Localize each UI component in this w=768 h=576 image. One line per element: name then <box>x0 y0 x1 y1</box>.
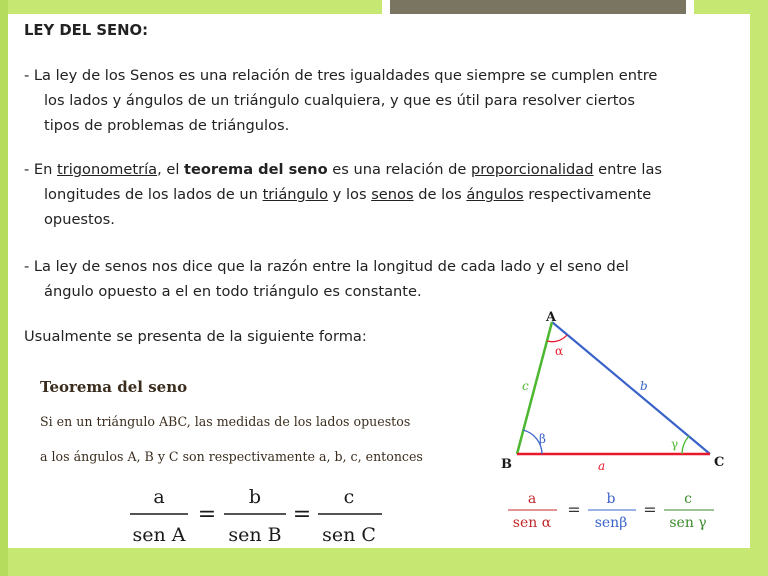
link-senos[interactable]: senos <box>371 186 414 203</box>
text: es una relación de <box>327 161 471 178</box>
bold-theorem: teorema del seno <box>184 161 328 178</box>
denominator-sen-a: sen A <box>132 524 186 546</box>
theorem-line-1: Si en un triángulo ABC, las medidas de los lados opuestos <box>40 414 411 429</box>
paragraph-2-line-3: opuestos. <box>44 211 115 228</box>
link-triangulo[interactable]: triángulo <box>262 186 329 203</box>
paragraph-3-line-2: ángulo opuesto a el en todo triángulo es constante. <box>44 283 422 300</box>
side-c-label: c <box>522 379 529 393</box>
text: y los <box>328 186 372 203</box>
denominator-sen-gamma: sen γ <box>669 515 707 531</box>
alpha-label: α <box>555 344 564 358</box>
numerator-a: a <box>527 491 537 507</box>
theorem-title: Teorema del seno <box>40 378 188 396</box>
slide-heading: LEY DEL SENO: <box>24 22 149 39</box>
side-a-label: a <box>598 459 606 473</box>
vertex-c-label: C <box>714 455 725 470</box>
usual-form-text: Usualmente se presenta de la siguiente forma: <box>24 328 367 345</box>
equals-sign: = <box>197 502 217 527</box>
denominator-sen-beta: senβ <box>594 515 628 531</box>
link-proporcionalidad[interactable]: proporcionalidad <box>470 161 594 178</box>
equals-sign: = <box>567 500 581 519</box>
side-b-label: b <box>640 379 648 393</box>
numerator-a: a <box>153 486 165 508</box>
equals-sign: = <box>643 500 657 519</box>
side-b <box>552 322 710 454</box>
denominator-sen-alpha: sen α <box>512 515 552 531</box>
numerator-c: c <box>343 486 355 508</box>
text: longitudes de los lados de un <box>44 186 263 203</box>
sine-law-greek-formula <box>502 486 734 536</box>
beta-label: β <box>539 432 546 446</box>
numerator-c: c <box>684 491 692 507</box>
alpha-arc <box>547 335 567 342</box>
paragraph-1-line-3: tipos de problemas de triángulos. <box>44 117 290 134</box>
text: de los <box>413 186 467 203</box>
sine-law-formula <box>124 476 388 552</box>
text: entre las <box>593 161 662 178</box>
triangle-diagram <box>495 308 735 480</box>
gamma-arc <box>682 436 689 454</box>
numerator-b: b <box>248 486 262 508</box>
paragraph-3-line-1: - La ley de senos nos dice que la razón entre la longitud de cada lado y el seno del <box>24 258 629 275</box>
text: respectivamente <box>523 186 652 203</box>
text: - En <box>24 161 58 178</box>
paragraph-1-line-1: - La ley de los Senos es una relación de tres igualdades que siempre se cumplen entre <box>24 67 658 84</box>
paragraph-2-line-2 <box>44 186 651 203</box>
equals-sign: = <box>292 502 312 527</box>
denominator-sen-c: sen C <box>322 524 376 546</box>
paragraph-1-line-2: los lados y ángulos de un triángulo cualquiera, y que es útil para resolver ciertos <box>44 92 635 109</box>
paragraph-2-line-1 <box>24 161 662 178</box>
numerator-b: b <box>606 491 616 507</box>
vertex-a-label: A <box>546 310 557 325</box>
background-stripe <box>0 0 8 576</box>
denominator-sen-b: sen B <box>228 524 282 546</box>
link-trigonometria[interactable]: trigonometría <box>57 161 158 178</box>
link-angulos[interactable]: ángulos <box>466 186 524 203</box>
slide-tab-bar <box>390 0 686 14</box>
vertex-b-label: B <box>501 457 512 472</box>
gamma-label: γ <box>671 437 679 451</box>
text: , el <box>157 161 185 178</box>
theorem-line-2: a los ángulos A, B y C son respectivamente a, b, c, entonces <box>40 449 423 464</box>
